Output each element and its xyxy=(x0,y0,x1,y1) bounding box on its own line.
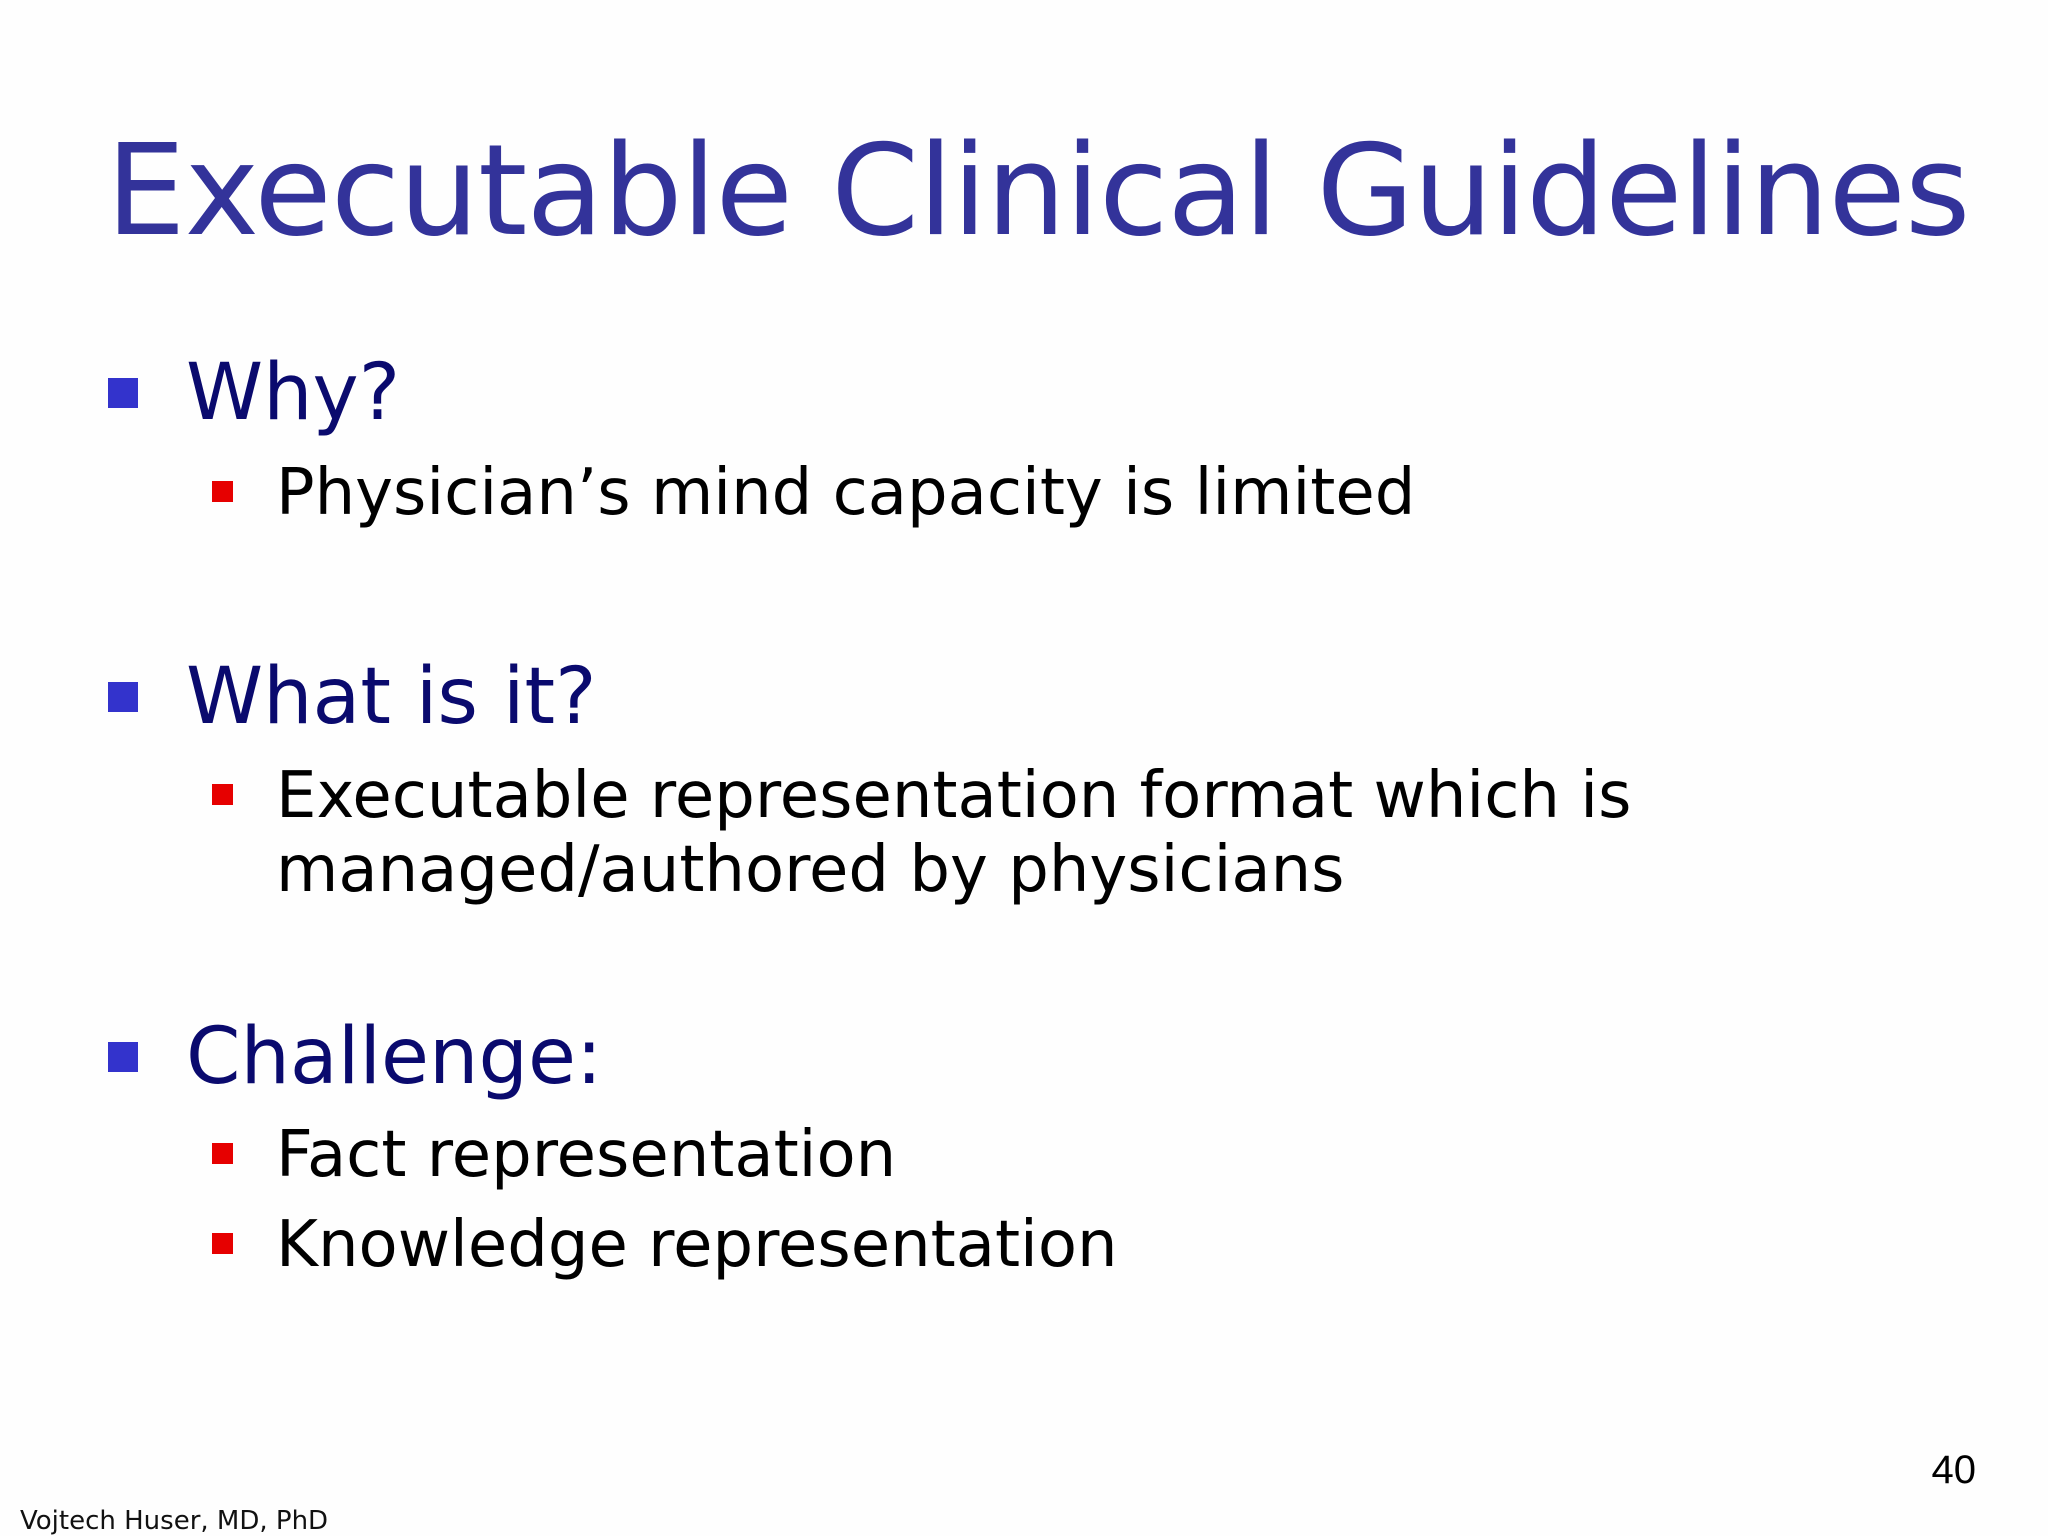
bullet-heading: What is it? xyxy=(186,652,597,742)
sub-bullet xyxy=(212,456,1415,530)
bullet-heading: Challenge: xyxy=(186,1012,603,1102)
square-bullet-icon xyxy=(212,1143,233,1164)
sub-bullet-text: Fact representation xyxy=(276,1118,897,1192)
slide-title: Executable Clinical Guidelines xyxy=(106,117,1970,264)
sub-bullet xyxy=(212,1118,896,1192)
square-bullet-icon xyxy=(108,1042,138,1072)
page-number: 40 xyxy=(1931,1448,1976,1492)
bullet-why xyxy=(108,348,401,438)
author-footer: Vojtech Huser, MD, PhD xyxy=(20,1506,329,1536)
square-bullet-icon xyxy=(108,378,138,408)
square-bullet-icon xyxy=(212,784,233,805)
sub-bullet xyxy=(212,1208,1118,1282)
sub-bullet xyxy=(212,759,1631,907)
square-bullet-icon xyxy=(212,1233,233,1254)
sub-bullet-line: Executable representation format which is xyxy=(276,759,1632,833)
bullet-challenge xyxy=(108,1012,603,1102)
sub-bullet-text: Physician’s mind capacity is limited xyxy=(276,456,1416,530)
sub-bullet-text xyxy=(276,759,1631,907)
bullet-heading: Why? xyxy=(186,348,401,438)
sub-bullet-line: managed/authored by physicians xyxy=(276,833,1345,907)
sub-bullet-text: Knowledge representation xyxy=(276,1208,1118,1282)
square-bullet-icon xyxy=(212,481,233,502)
bullet-what-is-it xyxy=(108,652,597,742)
square-bullet-icon xyxy=(108,682,138,712)
